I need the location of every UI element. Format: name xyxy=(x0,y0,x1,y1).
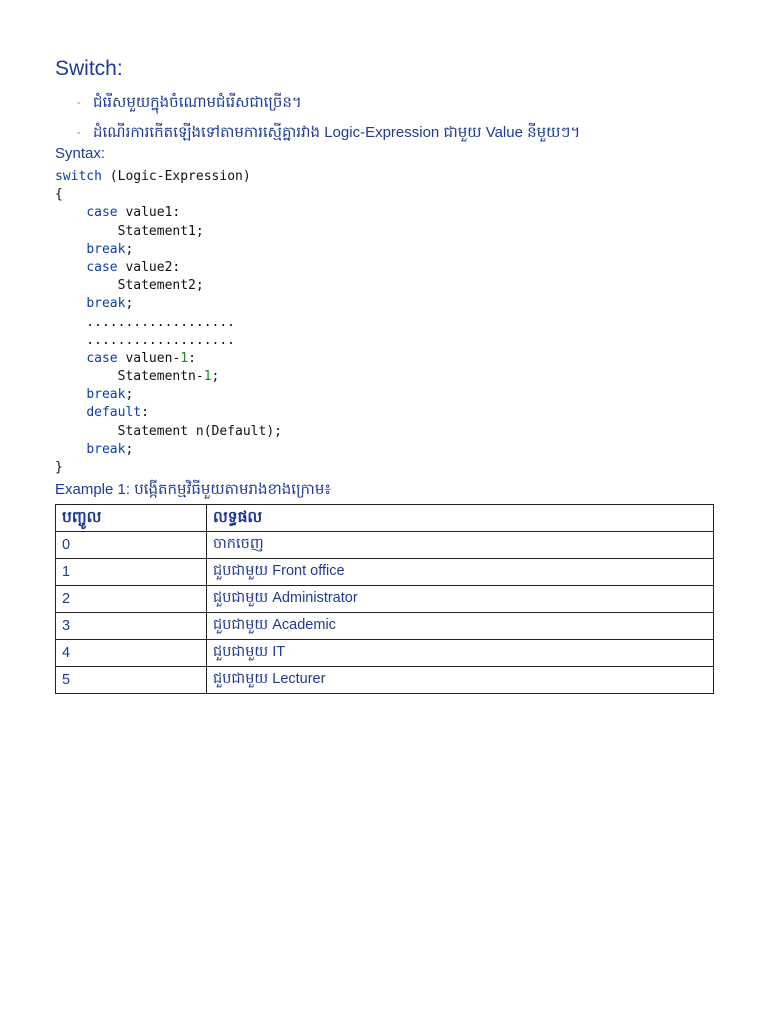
code-line: Statementn-1; xyxy=(55,369,220,385)
table-cell: ចាកចេញ xyxy=(207,532,714,559)
code-line: break; xyxy=(86,241,134,257)
list-item xyxy=(55,118,580,148)
code-line: Statement1; xyxy=(55,223,204,239)
table-row xyxy=(56,532,714,559)
table-cell: 1 xyxy=(56,559,207,586)
code-line: { xyxy=(55,187,63,203)
code-line: } xyxy=(55,460,63,475)
code-line: case valuen-1: xyxy=(86,350,196,366)
code-line: case value1: xyxy=(86,205,181,221)
code-line: default: xyxy=(86,405,149,421)
table-row xyxy=(56,586,714,613)
table-header-row xyxy=(56,505,714,532)
code-line: break; xyxy=(86,296,134,312)
code-line: Statement n(Default); xyxy=(55,423,282,439)
example-label: Example 1: បង្កើតកម្មវិធីមួយតាមរាងខាងក្រោម៖ xyxy=(55,481,331,498)
table-cell: 5 xyxy=(56,667,207,694)
example-table xyxy=(55,504,714,694)
table-row xyxy=(56,559,714,586)
code-line: Statement2; xyxy=(55,278,204,294)
code-line: ................... xyxy=(55,314,236,330)
dash-icon: - xyxy=(77,127,81,139)
table-cell: ជួបជាមួយ Administrator xyxy=(207,586,714,613)
bullet-list xyxy=(55,88,580,148)
code-line: ................... xyxy=(55,332,236,348)
list-item xyxy=(55,88,580,118)
table-cell: 4 xyxy=(56,640,207,667)
table-row xyxy=(56,640,714,667)
table-cell: ជួបជាមួយ Front office xyxy=(207,559,714,586)
code-line: break; xyxy=(86,387,134,403)
code-line: case value2: xyxy=(86,259,181,275)
code-line: break; xyxy=(86,441,134,457)
table-cell: ជួបជាមួយ Academic xyxy=(207,613,714,640)
table-cell: 3 xyxy=(56,613,207,640)
table-row xyxy=(56,667,714,694)
table-cell: 2 xyxy=(56,586,207,613)
code-line: switch (Logic-Expression) xyxy=(55,169,251,184)
bullet-text: ដំណើរការកើតឡើងទៅតាមការស្មើគ្នារវាង Logic-Expression ជាមួយ Value នីមួយៗ។ xyxy=(93,124,581,141)
table-cell: ជួបជាមួយ IT xyxy=(207,640,714,667)
column-header-output: លទ្ធផល xyxy=(207,505,714,532)
column-header-input: បញ្ចូល xyxy=(56,505,207,532)
dash-icon: - xyxy=(77,97,81,109)
table-cell: 0 xyxy=(56,532,207,559)
section-heading: Switch: xyxy=(55,57,123,80)
table-row xyxy=(56,613,714,640)
syntax-label: Syntax: xyxy=(55,145,106,162)
table-cell: ជួបជាមួយ Lecturer xyxy=(207,667,714,694)
bullet-text: ជំរើសមួយក្នុងចំណោមជំរើសជាច្រើន។ xyxy=(93,94,302,111)
code-block xyxy=(55,168,282,477)
